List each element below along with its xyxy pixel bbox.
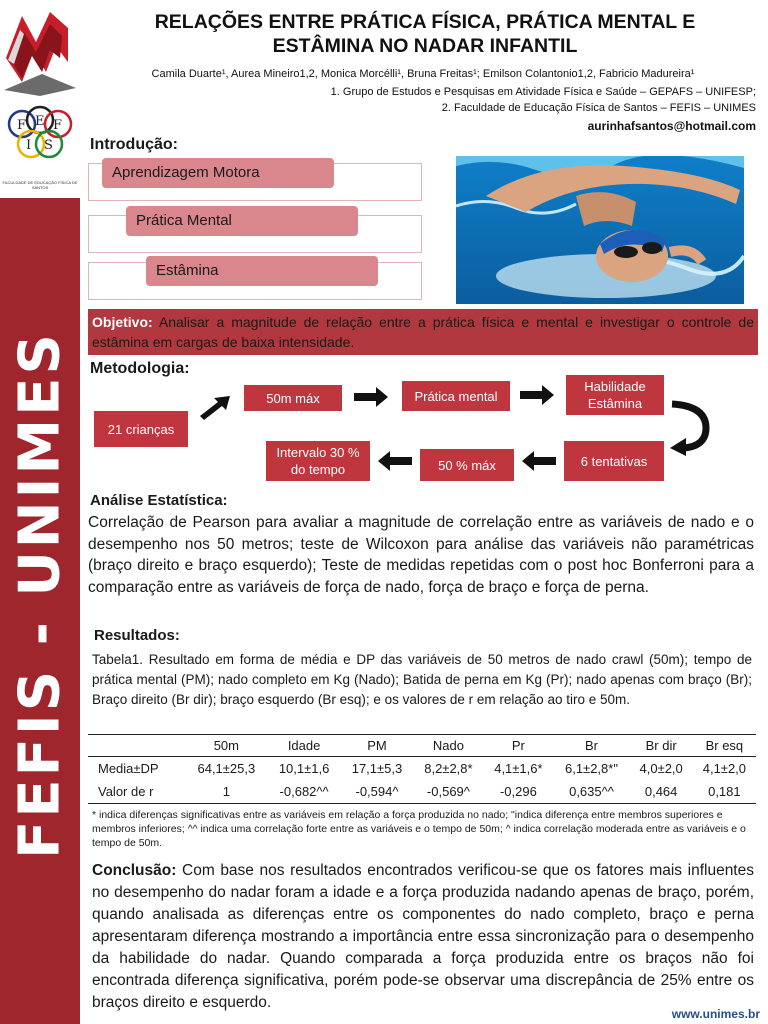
title-line-2: ESTÂMINA NO NADAR INFANTIL <box>272 35 578 57</box>
table-header <box>88 735 185 757</box>
arrow-right-icon <box>354 387 388 407</box>
contact-email[interactable]: aurinhafsantos@hotmail.com <box>587 119 756 133</box>
flow-step-children: 21 crianças <box>94 411 188 447</box>
conclusion-text: Com base nos resultados encontrados verificou-se que os fatores mais influentes no desempenho do nadar foram a idade e a força produzida nadando apenas de braço, porém, quando analisada as diferenças entre os componentes do nado completo, braço e perna apresentaram diferença mostrando a importância entre essa sincronização para o desempenho da habilidade do nadar. Quando comparada a força produzida entre os braços não foi encontrada diferença significativa, porém pode-se observar uma discrepância de 25% entre os braços direito e esquerdo. <box>92 862 754 1011</box>
swimmer-photo <box>456 156 744 304</box>
table-cell: 17,1±5,3 <box>351 761 403 776</box>
svg-text:F: F <box>17 118 27 133</box>
flow-step-mental-practice: Prática mental <box>402 381 510 411</box>
intro-heading: Introdução: <box>90 136 178 153</box>
table-cell: 10,1±1,6 <box>278 761 330 776</box>
flow-step-50m-max: 50m máx <box>244 385 342 411</box>
table-cell: 8,2±2,8* <box>424 761 473 776</box>
table-cell: 6,1±2,8*" <box>564 761 618 776</box>
flow-step-50pct: 50 % máx <box>420 449 514 481</box>
affiliation-1: 1. Grupo de Estudos e Pesquisas em Atividade Física e Saúde – GEPAFS – UNIFESP; <box>330 86 756 98</box>
table-cell: 4,1±2,0 <box>702 761 747 776</box>
authors: Camila Duarte¹, Aurea Mineiro1,2, Monica Morcélli¹, Bruna Freitas¹; Emilson Colantonio1,2, Fabricio Madureira¹ <box>151 68 695 80</box>
table-cell: Media±DP <box>98 761 159 776</box>
table-cell: -0,594^ <box>341 780 414 804</box>
table-caption: Tabela1. Resultado em forma de média e DP das variáveis de 50 metros de nado crawl (50m); tempo de prática mental (PM); nado completo em Kg (Nado); Batida de perna em Kg (Pr); nado apenas com braço (Br); Braço direito (Br dir); braço esquerdo (Br esq); e os valores de r em relação ao tiro e 50m. <box>92 652 752 707</box>
table-header: Nado <box>413 735 483 757</box>
flow-step-stamina <box>566 375 664 415</box>
arrow-left-icon <box>378 451 412 471</box>
arrow-right-icon <box>520 385 554 405</box>
sidebar-vertical-text: FEFIS - UNIMES <box>7 331 73 859</box>
table-header: Br dir <box>630 735 693 757</box>
website-link[interactable]: www.unimes.br <box>671 1007 760 1021</box>
analysis-heading: Análise Estatística: <box>90 492 228 509</box>
stamina-line-1: Habilidade <box>584 379 646 394</box>
results-table <box>88 734 756 804</box>
arrow-left-icon <box>522 451 556 471</box>
svg-text:S: S <box>44 138 53 153</box>
interval-line-2: do tempo <box>290 462 346 477</box>
flow-step-attempts: 6 tentativas <box>564 441 664 481</box>
flow-step-interval <box>266 441 370 481</box>
svg-text:F: F <box>53 118 63 133</box>
intro-item-mental-practice: Prática Mental <box>126 206 358 236</box>
table-cell: 4,0±2,0 <box>639 761 683 776</box>
table-cell: -0,296 <box>483 780 553 804</box>
arrow-diagonal-up-icon <box>198 394 232 420</box>
results-heading: Resultados: <box>94 627 180 644</box>
table-cell: 4,1±1,6* <box>494 761 543 776</box>
svg-text:E: E <box>35 114 45 129</box>
intro-item-motor-learning: Aprendizagem Motora <box>102 158 334 188</box>
table-cell: 0,635^^ <box>553 780 629 804</box>
objective-box <box>88 309 758 355</box>
table-header: 50m <box>185 735 268 757</box>
table-cell: -0,682^^ <box>268 780 341 804</box>
table-header: Br <box>553 735 629 757</box>
table-header: Idade <box>268 735 341 757</box>
table-cell: 0,464 <box>630 780 693 804</box>
page-title <box>110 10 740 58</box>
table-cell: -0,569^ <box>413 780 483 804</box>
table-cell: 0,181 <box>693 780 756 804</box>
conclusion <box>92 860 754 1014</box>
conclusion-label: Conclusão: <box>92 862 177 879</box>
objective-label: Objetivo: <box>92 314 153 330</box>
objective-text: Analisar a magnitude de relação entre a prática física e mental e investigar o controle de estâmina em cargas de baixa intensidade. <box>92 314 754 350</box>
sidebar <box>0 0 80 1024</box>
table-footnote: * indica diferenças significativas entre as variáveis em relação a força produzida no nado; "indica diferença entre membros superiores e membros inferiores; ^^ indica uma correlação forte entre as variáveis e o tempo de 50m; ^ indica correlação moderada entre as variáveis e o tempo de 50m. <box>92 809 746 849</box>
table-row <box>88 780 756 804</box>
fefis-logo-caption: FACULDADE DE EDUCAÇÃO FÍSICA DE SANTOS <box>2 180 78 190</box>
table-header-row <box>88 735 756 757</box>
table-cell: 1 <box>185 780 268 804</box>
analysis-text: Correlação de Pearson para avaliar a magnitude de correlação entre as variáveis de nado e o desempenho nos 50 metros; teste de Wilcoxon para análise das variáveis não paramétricas (braço direito e braço esquerdo); Teste de medidas repetidas com o post hoc Bonferroni para a comparação entre as variáveis de força de nado, força de braço e força de perna. <box>88 514 754 596</box>
methodology-heading: Metodologia: <box>90 360 190 377</box>
affiliation-2: 2. Faculdade de Educação Física de Santos – FEFIS – UNIMES <box>441 102 756 114</box>
svg-text:I: I <box>26 138 32 153</box>
intro-item-stamina: Estâmina <box>146 256 378 286</box>
stamina-line-2: Estâmina <box>587 396 643 411</box>
interval-line-1: Intervalo 30 % <box>276 445 360 460</box>
arrow-curved-down-icon <box>666 400 710 456</box>
table-cell: Valor de r <box>88 780 185 804</box>
table-cell: 64,1±25,3 <box>197 761 256 776</box>
table-row <box>88 757 756 781</box>
table-header: Pr <box>483 735 553 757</box>
table-header: PM <box>341 735 414 757</box>
title-line-1: RELAÇÕES ENTRE PRÁTICA FÍSICA, PRÁTICA MENTAL E <box>154 11 696 33</box>
table-header: Br esq <box>693 735 756 757</box>
unimes-logo-icon <box>2 2 78 96</box>
